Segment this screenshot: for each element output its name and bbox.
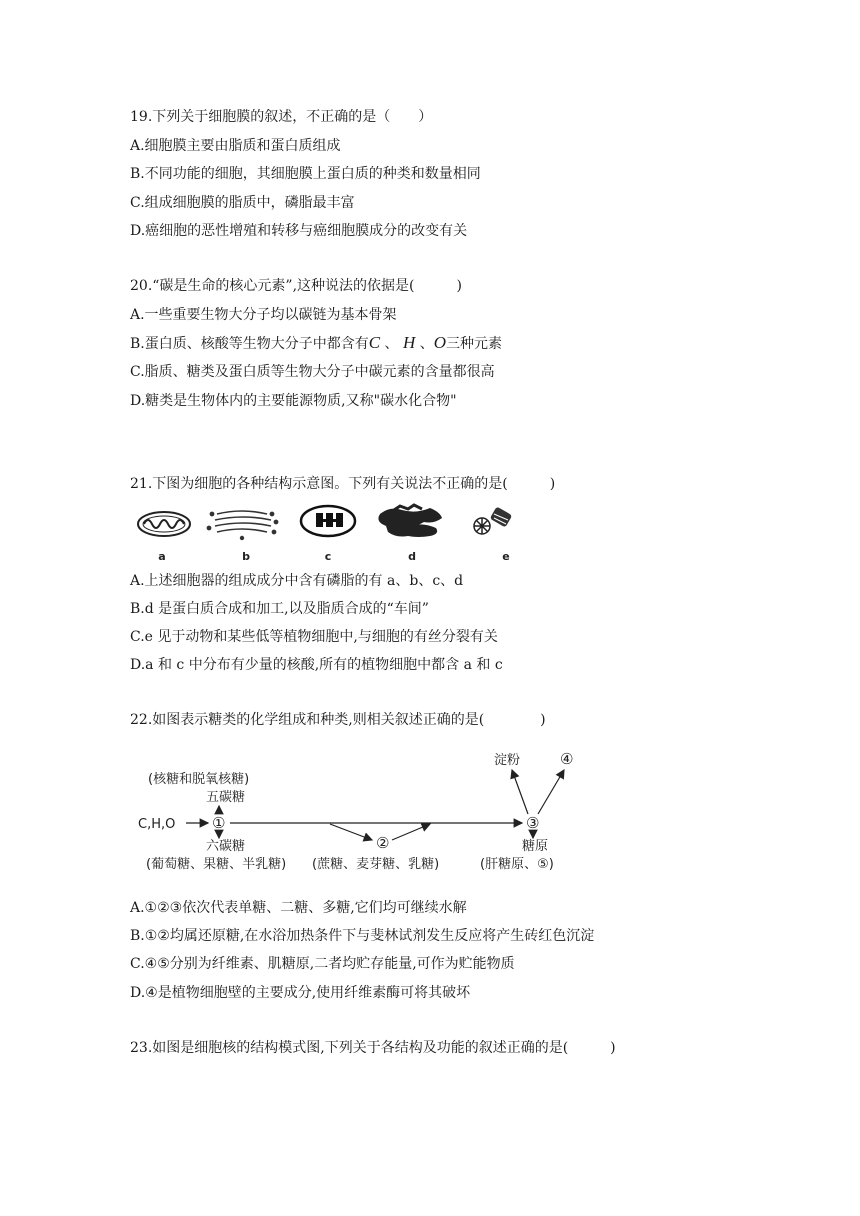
arrow-n3-n4: [538, 770, 564, 814]
sugar-diagram: [130, 740, 590, 888]
q19-option-c: C.组成细胞膜的脂质中，磷脂最丰富: [130, 195, 355, 211]
figure-label-d: d: [408, 550, 416, 563]
arrow-n3-starch: [512, 770, 528, 814]
q21-stem: 21.下图为细胞的各种结构示意图。下列有关说法不正确的是( ): [130, 476, 556, 492]
q19-option-b: B.不同功能的细胞，其细胞膜上蛋白质的种类和数量相同: [130, 166, 481, 182]
organelle-figure: [130, 500, 550, 570]
q20-stem: 20.“碳是生命的核心元素”,这种说法的依据是( ): [130, 278, 462, 294]
figure-label-a: a: [158, 550, 166, 563]
diagram-glycogen-list: (肝糖原、⑤): [480, 857, 554, 872]
arrow-to-n2: [330, 824, 372, 840]
arrow-from-n2: [392, 824, 430, 840]
q21-option-b: B.d 是蛋白质合成和加工,以及脂质合成的“车间”: [130, 601, 429, 617]
q22-option-a: A.①②③依次代表单糖、二糖、多糖,它们均可继续水解: [130, 900, 467, 916]
q19-option-a: A.细胞膜主要由脂质和蛋白质组成: [130, 138, 341, 154]
diagram-n4: ④: [560, 750, 574, 768]
diagram-six-list: (葡萄糖、果糖、半乳糖): [146, 857, 287, 872]
figure-label-e: e: [502, 550, 510, 563]
diagram-n1: ①: [212, 814, 226, 832]
q22-option-d: D.④是植物细胞壁的主要成分,使用纤维素酶可将其破坏: [130, 985, 471, 1001]
diagram-starch: 淀粉: [494, 753, 521, 768]
mitochondrion-drawing: [138, 512, 190, 536]
figure-label-c: c: [324, 550, 332, 563]
centrosome-drawing: [474, 506, 512, 534]
q22-option-c: C.④⑤分别为纤维素、肌糖原,二者均贮存能量,可作为贮能物质: [130, 956, 515, 972]
q20-option-b: B.蛋白质、核酸等生物大分子中都含有C 、 H 、O三种元素: [130, 333, 503, 352]
diagram-n2: ②: [376, 834, 390, 852]
diagram-n1-above: (核糖和脱氧核糖): [148, 772, 250, 787]
diagram-n3: ③: [526, 814, 540, 832]
q22-stem: 22.如图表示糖类的化学组成和种类,则相关叙述正确的是( ): [130, 712, 546, 728]
q19-option-d: D.癌细胞的恶性增殖和转移与癌细胞膜成分的改变有关: [130, 223, 468, 239]
q19-stem: 19.下列关于细胞膜的叙述，不正确的是（ ）: [130, 109, 433, 125]
q21-option-d: D.a 和 c 中分布有少量的核酸,所有的植物细胞中都含 a 和 c: [130, 657, 503, 673]
diagram-six-carbon: 六碳糖: [206, 839, 246, 854]
sugar-diagram-svg: [130, 740, 590, 888]
golgi-drawing: [207, 511, 277, 539]
q20-option-d: D.糖类是生物体内的主要能源物质,又称"碳水化合物": [130, 393, 457, 409]
er-drawing: [378, 505, 442, 537]
diagram-five-carbon: 五碳糖: [206, 790, 246, 805]
q23-stem: 23.如图是细胞核的结构模式图,下列关于各结构及功能的叙述正确的是( ): [130, 1040, 616, 1056]
figure-label-b: b: [242, 550, 250, 563]
diagram-source: C,H,O: [138, 817, 176, 832]
chloroplast-drawing: [301, 506, 355, 536]
q20-option-a: A.一些重要生物大分子均以碳链为基本骨架: [130, 307, 397, 323]
diagram-di-list: (蔗糖、麦芽糖、乳糖): [312, 857, 440, 872]
q21-option-c: C.e 见于动物和某些低等植物细胞中,与细胞的有丝分裂有关: [130, 629, 498, 645]
organelle-drawings: [130, 500, 550, 550]
diagram-glycogen: 糖原: [522, 839, 549, 854]
q21-option-a: A.上述细胞器的组成成分中含有磷脂的有 a、b、c、d: [130, 573, 464, 589]
q20-option-c: C.脂质、糖类及蛋白质等生物大分子中碳元素的含量都很高: [130, 364, 495, 380]
q22-option-b: B.①②均属还原糖,在水浴加热条件下与斐林试剂发生反应将产生砖红色沉淀: [130, 928, 595, 944]
